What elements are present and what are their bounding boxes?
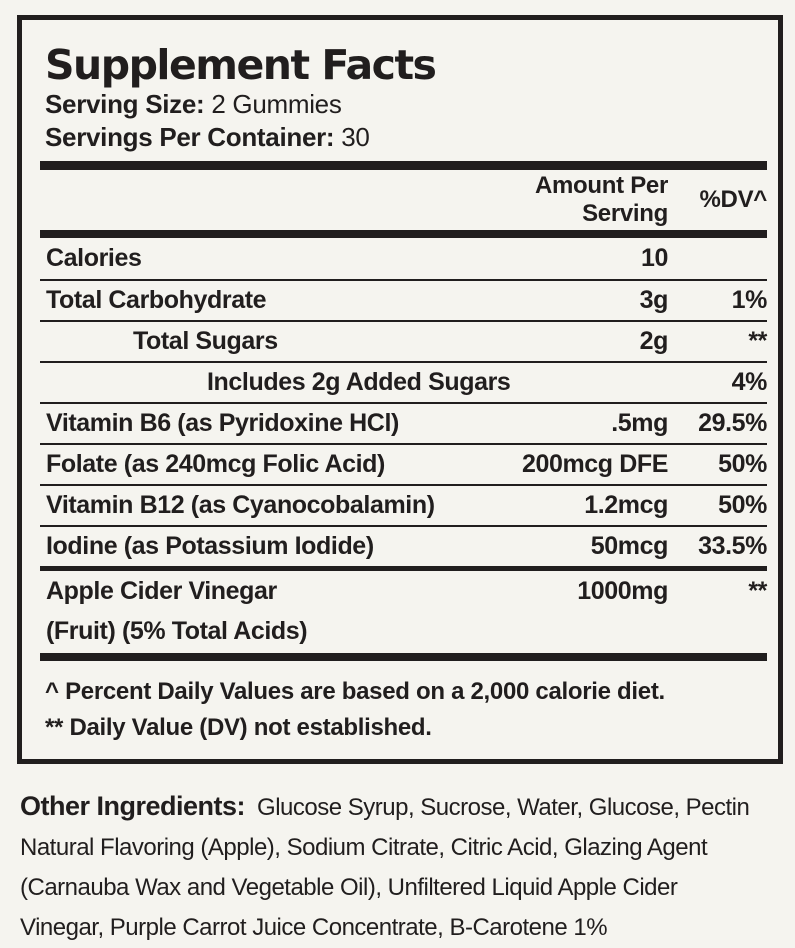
panel-title: Supplement Facts <box>45 41 436 89</box>
nutrient-amount: 3g <box>639 286 668 315</box>
table-header-row <box>40 170 767 230</box>
table-row-vitamin-b12 <box>40 484 767 525</box>
percent-dv-header: %DV^ <box>699 186 767 214</box>
nutrient-name: Vitamin B12 (as Cyanocobalamin) <box>46 491 435 520</box>
nutrient-name: Iodine (as Potassium Iodide) <box>46 532 374 561</box>
table-row-iodine <box>40 525 767 566</box>
table-row-total-carbohydrate <box>40 279 767 320</box>
nutrient-dv: ** <box>748 327 767 356</box>
nutrient-dv: ** <box>748 576 767 605</box>
nutrient-amount: 1.2mcg <box>584 491 668 520</box>
other-ingredients-line: (Carnauba Wax and Vegetable Oil), Unfiltered Liquid Apple Cider <box>20 874 678 901</box>
nutrient-dv: 4% <box>731 368 767 397</box>
other-ingredients-heading: Other Ingredients: <box>20 791 246 821</box>
serving-size-line <box>40 88 767 121</box>
nutrient-dv: 1% <box>731 286 767 315</box>
serving-size-value: 2 Gummies <box>211 89 342 120</box>
nutrient-name: Calories <box>46 244 142 273</box>
thick-divider-top <box>40 161 767 170</box>
other-ingredients-line: Vinegar, Purple Carrot Juice Concentrate, B-Carotene 1% <box>20 914 608 941</box>
nutrient-amount: 50mcg <box>590 532 668 561</box>
nutrient-dv: 50% <box>718 491 767 520</box>
nutrient-name: Apple Cider Vinegar <box>46 576 277 605</box>
nutrient-dv: 50% <box>718 450 767 479</box>
amount-per-serving-header: Amount Per Serving <box>534 172 668 228</box>
footnote-daily-values: ^ Percent Daily Values are based on a 2,000 calorie diet. <box>45 678 665 706</box>
other-ingredients-text: Glucose Syrup, Sucrose, Water, Glucose, Pectin <box>257 794 750 821</box>
nutrient-name: Total Carbohydrate <box>46 286 267 315</box>
servings-per-container-label: Servings Per Container: <box>45 122 335 153</box>
nutrient-amount: 1000mg <box>577 576 668 605</box>
servings-per-container-line <box>40 121 767 154</box>
nutrient-dv: 29.5% <box>698 409 767 438</box>
table-row-apple-cider-vinegar <box>40 566 767 653</box>
other-ingredients-section <box>20 786 782 948</box>
nutrient-amount: 2g <box>639 327 668 356</box>
nutrient-name: Includes 2g Added Sugars <box>207 368 511 397</box>
nutrient-amount: .5mg <box>611 409 668 438</box>
nutrient-name-line2: (Fruit) (5% Total Acids) <box>46 616 308 645</box>
nutrient-name: Total Sugars <box>133 327 278 356</box>
nutrient-name: Vitamin B6 (as Pyridoxine HCl) <box>46 409 399 438</box>
other-ingredients-line <box>20 786 782 828</box>
nutrient-name: Folate (as 240mcg Folic Acid) <box>46 450 385 479</box>
table-row-total-sugars <box>40 320 767 361</box>
thick-divider-bottom <box>40 653 767 661</box>
table-row-vitamin-b6 <box>40 402 767 443</box>
table-row-added-sugars <box>40 361 767 402</box>
nutrient-dv: 33.5% <box>698 532 767 561</box>
thick-divider-header <box>40 230 767 238</box>
nutrient-amount: 10 <box>640 244 668 273</box>
table-row-folate <box>40 443 767 484</box>
other-ingredients-line: Natural Flavoring (Apple), Sodium Citrate, Citric Acid, Glazing Agent <box>20 834 708 861</box>
footnote-dv-not-established: ** Daily Value (DV) not established. <box>45 714 432 742</box>
supplement-facts-panel <box>17 15 783 764</box>
table-row-calories <box>40 238 767 279</box>
nutrient-amount: 200mcg DFE <box>521 450 668 479</box>
serving-size-label: Serving Size: <box>45 89 205 120</box>
servings-per-container-value: 30 <box>341 122 370 153</box>
footnotes <box>40 674 767 746</box>
